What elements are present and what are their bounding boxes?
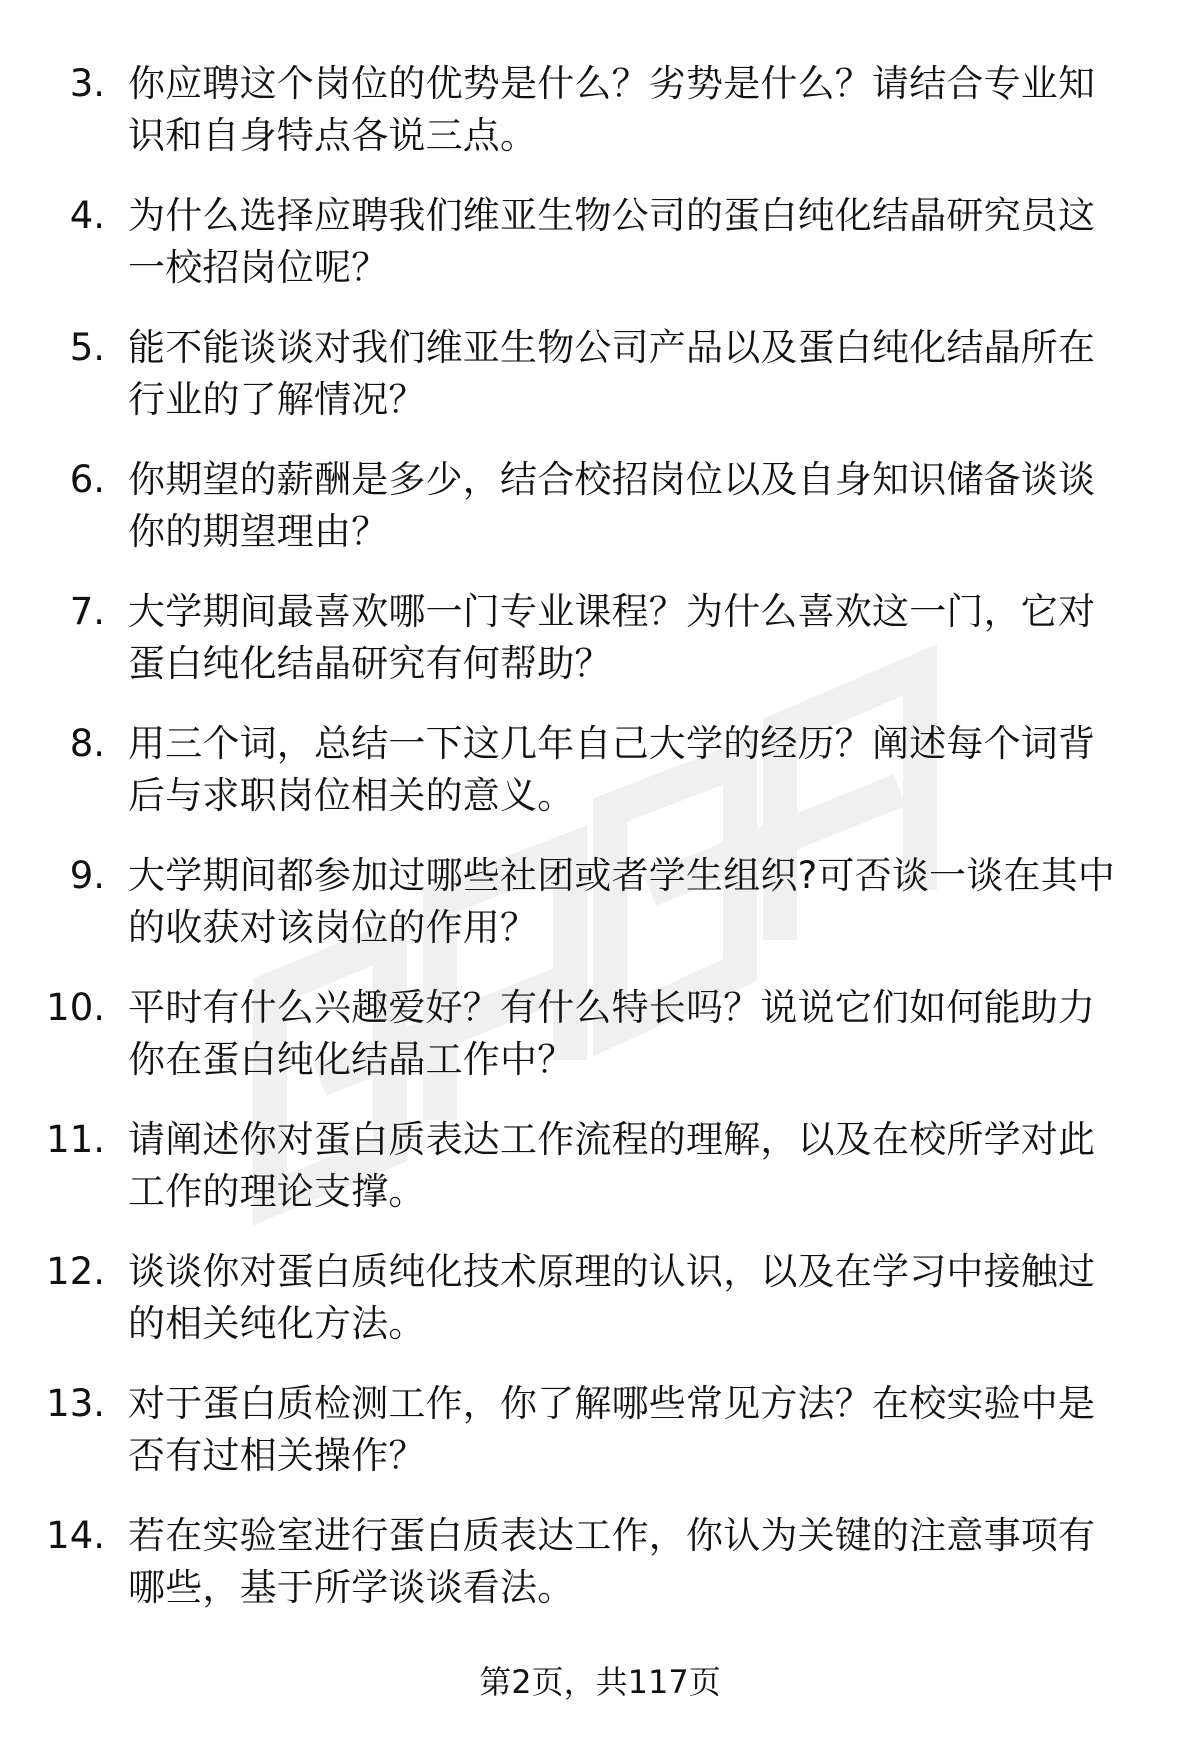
question-text: 请阐述你对蛋白质表达工作流程的理解，以及在校所学对此工作的理论支撑。 <box>128 1118 1096 1213</box>
question-item <box>0 1510 1200 1642</box>
question-item <box>0 718 1200 850</box>
question-item <box>0 58 1200 190</box>
question-number: 14. <box>46 1514 105 1557</box>
question-number: 12. <box>46 1250 105 1293</box>
page-number: 第2页，共117页 <box>479 1663 721 1701</box>
question-number: 9. <box>69 854 105 897</box>
question-item <box>0 850 1200 982</box>
question-item <box>0 1114 1200 1246</box>
question-item <box>0 454 1200 586</box>
question-number: 7. <box>69 590 105 633</box>
question-item <box>0 322 1200 454</box>
question-text: 大学期间最喜欢哪一门专业课程？为什么喜欢这一门，它对蛋白纯化结晶研究有何帮助？ <box>128 590 1096 685</box>
question-number: 11. <box>46 1118 105 1161</box>
question-item <box>0 1246 1200 1378</box>
question-item <box>0 190 1200 322</box>
question-list <box>0 58 1200 1642</box>
question-number: 8. <box>69 722 105 765</box>
question-item <box>0 982 1200 1114</box>
question-item <box>0 586 1200 718</box>
question-item <box>0 1378 1200 1510</box>
question-number: 10. <box>46 986 105 1029</box>
question-text: 用三个词，总结一下这几年自己大学的经历？阐述每个词背后与求职岗位相关的意义。 <box>128 722 1096 817</box>
question-text: 平时有什么兴趣爱好？有什么特长吗？说说它们如何能助力你在蛋白纯化结晶工作中？ <box>128 986 1096 1081</box>
question-text: 能不能谈谈对我们维亚生物公司产品以及蛋白纯化结晶所在行业的了解情况？ <box>128 326 1096 421</box>
question-text: 你期望的薪酬是多少，结合校招岗位以及自身知识储备谈谈你的期望理由？ <box>128 458 1096 553</box>
question-number: 13. <box>46 1382 105 1425</box>
question-number: 5. <box>69 326 105 369</box>
question-number: 3. <box>69 62 105 105</box>
question-text: 谈谈你对蛋白质纯化技术原理的认识，以及在学习中接触过的相关纯化方法。 <box>128 1250 1096 1345</box>
question-text: 为什么选择应聘我们维亚生物公司的蛋白纯化结晶研究员这一校招岗位呢？ <box>128 194 1096 289</box>
question-number: 4. <box>69 194 105 237</box>
question-text: 对于蛋白质检测工作，你了解哪些常见方法？在校实验中是否有过相关操作？ <box>128 1382 1096 1477</box>
question-number: 6. <box>69 458 105 501</box>
question-text: 你应聘这个岗位的优势是什么？劣势是什么？请结合专业知识和自身特点各说三点。 <box>128 62 1096 157</box>
question-text: 大学期间都参加过哪些社团或者学生组织?可否谈一谈在其中的收获对该岗位的作用？ <box>128 854 1116 949</box>
question-text: 若在实验室进行蛋白质表达工作，你认为关键的注意事项有哪些，基于所学谈谈看法。 <box>128 1514 1096 1609</box>
